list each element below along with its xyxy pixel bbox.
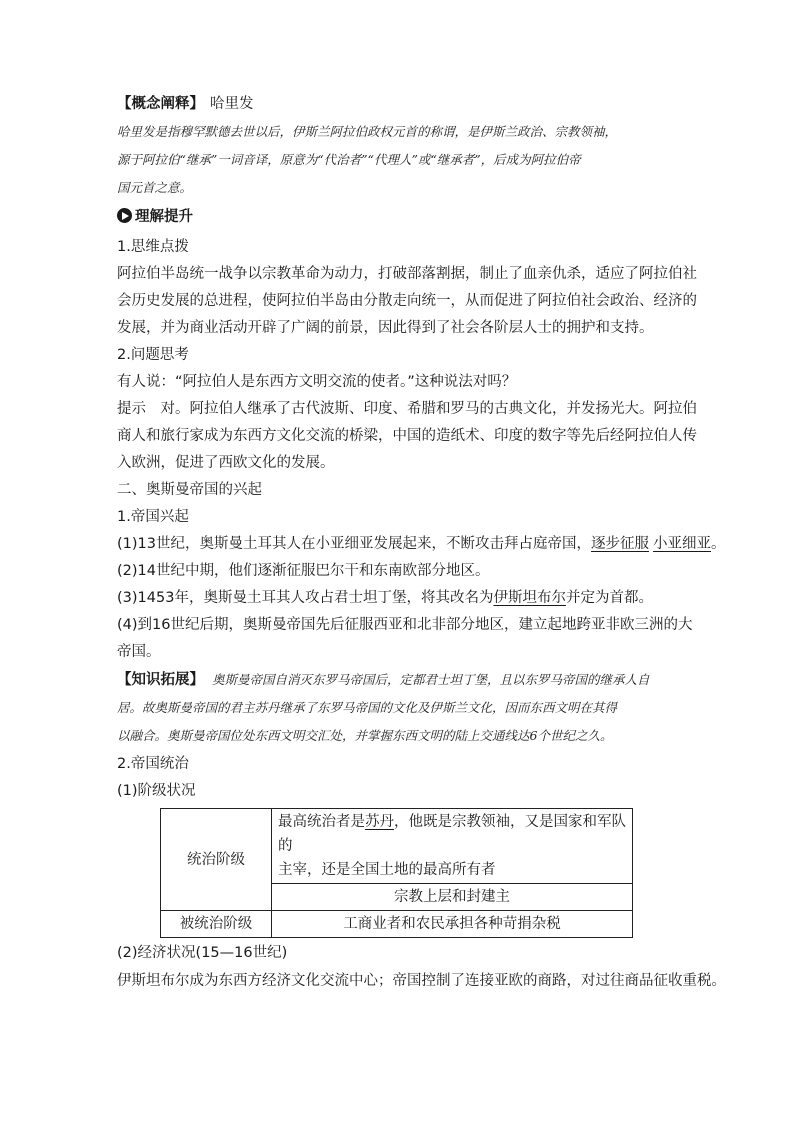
ruling-class-cell: 统治阶级 [161,809,272,911]
table-cell: 宗教上层和封建主 [272,884,633,911]
table-cell: 工商业者和农民承担各种苛捐杂税 [272,911,633,938]
subsection-title: (2)经济状况(15—16世纪) [117,945,288,961]
concept-line: 国元首之意。 [117,180,193,195]
table-row [161,911,633,938]
paragraph-line: 会历史发展的总进程，使阿拉伯半岛由分散走向统一，从而促进了阿拉伯社会政治、经济的 [117,293,697,309]
ruled-class-cell: 被统治阶级 [161,911,272,938]
blank-answer: 苏丹 [365,814,394,830]
blank-answer: 逐步征服 [591,536,649,552]
rise-item-1: (1)13世纪，奥斯曼土耳其人在小亚细亚发展起来，不断攻击拜占庭帝国，逐步征服 小亚细亚。 [117,536,726,552]
section-title: 2.帝国统治 [117,756,189,772]
extension-line: 【知识拓展】 奥斯曼帝国自消灭东罗马帝国后，定都君士坦丁堡，且以东罗马帝国的继承人自 [117,672,650,688]
paragraph-line: 伊斯坦布尔成为东西方经济文化交流中心；帝国控制了连接亚欧的商路，对过往商品征收重税。 [117,973,726,989]
rise-item-3: (3)1453年，奥斯曼土耳其人攻占君士坦丁堡，将其改名为伊斯坦布尔并定为首都。 [117,590,653,606]
extension-line: 居。故奥斯曼帝国的君主苏丹继承了东罗马帝国的文化及伊斯兰文化，因而东西文明在其得 [117,700,618,715]
rise-item-2: (2)14世纪中期，他们逐渐征服巴尔干和东南欧部分地区。 [117,563,490,579]
play-circle-icon [117,208,132,223]
answer-line: 商人和旅行家成为东西方文化交流的桥梁，中国的造纸术、印度的数字等先后经阿拉伯人传 [117,428,697,444]
understanding-heading-text: 理解提升 [135,209,193,225]
table-row [161,809,633,884]
extension-tag: 【知识拓展】 [117,672,204,688]
paragraph-line: 阿拉伯半岛统一战争以宗教革命为动力，打破部落割据，制止了血亲仇杀，适应了阿拉伯社 [117,266,697,282]
rise-item-4-cont: 帝国。 [117,644,161,660]
extension-line: 以融合。奥斯曼帝国位处东西文明交汇处，并掌握东西文明的陆上交通线达6个世纪之久。 [117,728,613,743]
concept-tag: 【概念阐释】 [117,96,204,112]
section-heading: 二、奥斯曼帝国的兴起 [117,482,262,498]
section-title: 2.问题思考 [117,347,189,363]
section-title: 1.思维点拨 [117,239,189,255]
rise-item-4: (4)到16世纪后期，奥斯曼帝国先后征服西亚和北非部分地区，建立起地跨亚非欧三洲的大 [117,617,693,633]
concept-line: 哈里发是指穆罕默德去世以后，伊斯兰阿拉伯政权元首的称谓，是伊斯兰政治、宗教领袖， [117,124,618,139]
answer-line: 入欧洲，促进了西欧文化的发展。 [117,455,335,471]
section-title: 1.帝国兴起 [117,509,189,525]
concept-heading [117,93,254,115]
subsection-title: (1)阶级状况 [117,783,196,799]
table-cell: 最高统治者是苏丹，他既是宗教领袖，又是国家和军队的 主宰，还是全国土地的最高所有者 [272,809,633,884]
blank-answer: 伊斯坦布尔 [493,590,566,606]
concept-line: 源于阿拉伯“继承”一词音译，原意为“代治者”“代理人”或“继承者”，后成为阿拉伯帝 [117,152,581,167]
understanding-heading [117,206,193,228]
answer-line: 提示 对。阿拉伯人继承了古代波斯、印度、希腊和罗马的古典文化，并发扬光大。阿拉伯 [117,401,697,417]
class-table [160,808,633,938]
paragraph-line: 发展，并为商业活动开辟了广阔的前景，因此得到了社会各阶层人士的拥护和支持。 [117,320,654,336]
question-line: 有人说：“阿拉伯人是东西方文明交流的使者。”这种说法对吗？ [117,374,517,390]
blank-answer: 小亚细亚 [653,536,711,552]
concept-term: 哈里发 [210,96,254,112]
